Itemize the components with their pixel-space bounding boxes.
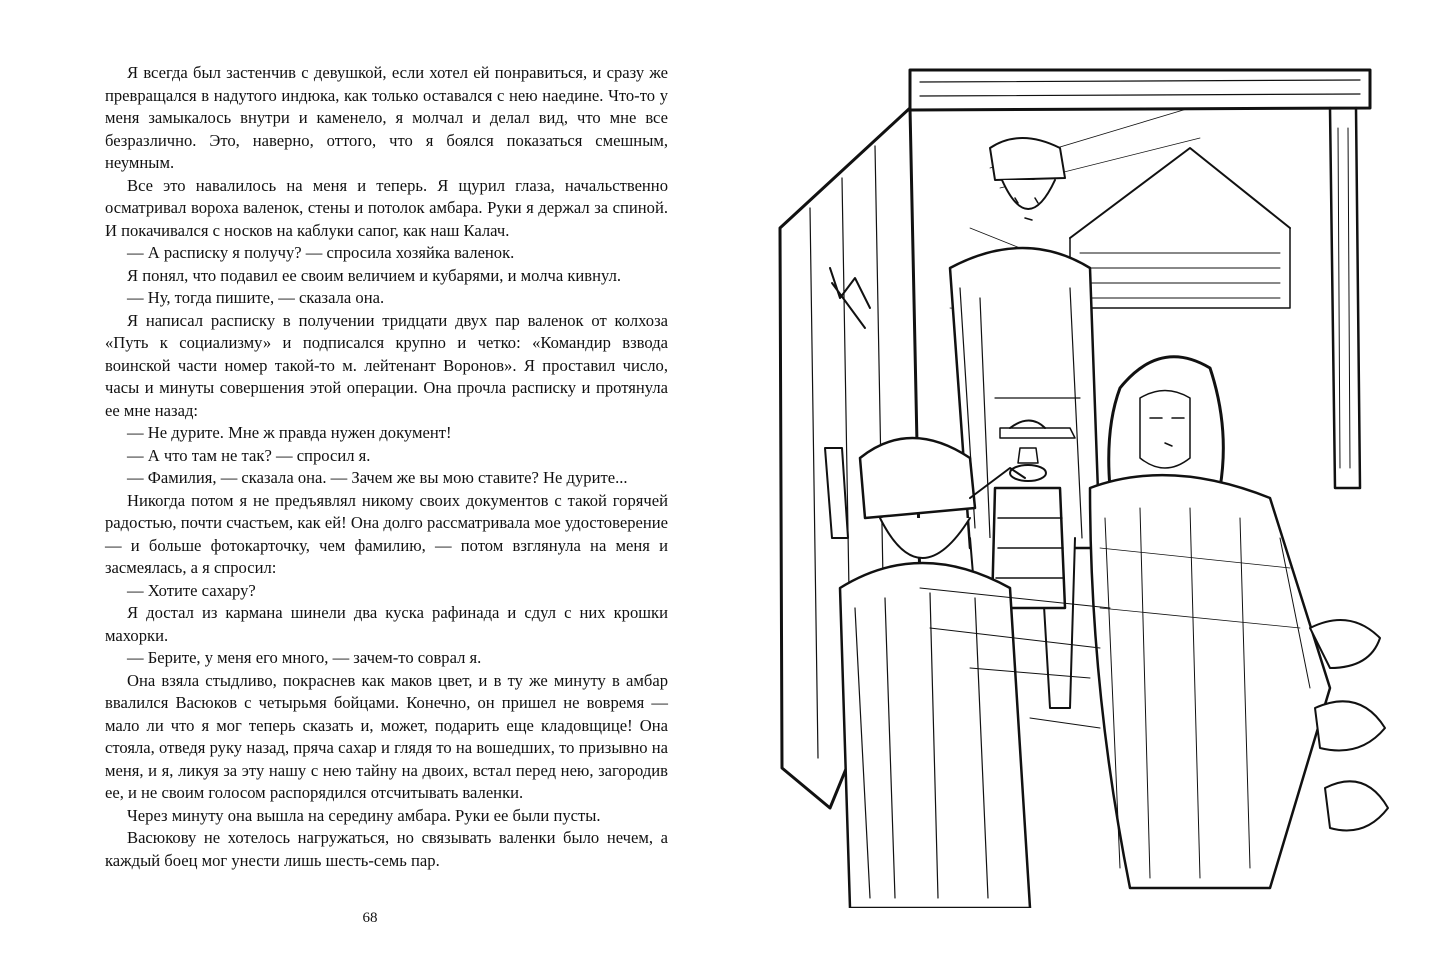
- paragraph: Через минуту она вышла на середину амбара. Руки ее были пусты.: [127, 805, 601, 825]
- paragraph: — Берите, у меня его много, — зачем-то соврал я.: [127, 648, 482, 667]
- felt-boots: [1310, 620, 1388, 831]
- page-number: 68: [362, 910, 378, 926]
- paragraph: Я написал расписку в получении тридцати двух пар валенок от колхоза «Путь к социализму» и подписался крупно и четко: «Командир взвода воинской части номер такой-то м. лейтенант Воронов». Я проставил число, часы и минуты совершения этой операции. Она прочла расписку и протянула ее мне назад:: [105, 310, 668, 420]
- paragraph: Она взяла стыдливо, покраснев как маков цвет, и в ту же минуту в амбар ввалился Васюков с четырьмя бойцами. Конечно, он пришел не вовремя — мало ли что я мог теперь сказать и, может, подарить еще кладовщице! Она стояла, отведя руку назад, пряча сахар и глядя то на вошедших, то призывно на меня, и я, ликуя за эту нашу с нею тайну на двоих, встал перед нею, загородив ее, и не своим голосом распорядился отсчитывать валенки.: [105, 670, 668, 802]
- paragraph: — Не дурите. Мне ж правда нужен документ!: [127, 423, 452, 442]
- woman-with-shawl: [1090, 357, 1330, 888]
- paragraph: Я достал из кармана шинели два куска рафинада и сдул с них крошки махорки.: [105, 603, 668, 645]
- paragraph: — Хотите сахару?: [127, 580, 256, 600]
- paragraph: Я понял, что подавил ее своим величием и кубарями, и молча кивнул.: [127, 265, 622, 285]
- paragraph: Васюкову не хотелось нагружаться, но связывать валенки было нечем, а каждый боец мог унести лишь шесть-семь пар.: [105, 828, 668, 870]
- barn-scene-illustration: [770, 68, 1392, 908]
- paragraph: Все это навалилось на меня и теперь. Я щурил глаза, начальственно осматривал вороха валенок, стены и потолок амбара. Руки я держал за спиной. И покачивался с носков на каблуки сапог, как наш Калач.: [105, 175, 668, 240]
- paragraph: — А расписку я получу? — спросила хозяйка валенок.: [127, 243, 515, 262]
- left-page-text: [105, 62, 668, 872]
- paragraph: Я всегда был застенчив с девушкой, если хотел ей понравиться, и сразу же превращался в надутого индюка, как только оставался с нею наедине. Что-то у меня замыкалось внутри и каменело, я молчал и делал вид, что мне все безразлично. Это, наверно, оттого, что я боялся показаться смешным, неумным.: [105, 63, 668, 172]
- paragraph: — Ну, тогда пишите, — сказала она.: [127, 288, 385, 307]
- paragraph: — Фамилия, — сказала она. — Зачем же вы мою ставите? Не дурите...: [127, 468, 628, 487]
- paragraph: Никогда потом я не предъявлял никому своих документов с такой горячей радостью, почти счастьем, как ей! Она долго рассматривала мое удостоверение — и больше фотокарточку, чем фамилию, — потом взглянула на меня и засмеялась, а я спросил:: [105, 490, 668, 577]
- paragraph: — А что там не так? — спросил я.: [127, 445, 371, 465]
